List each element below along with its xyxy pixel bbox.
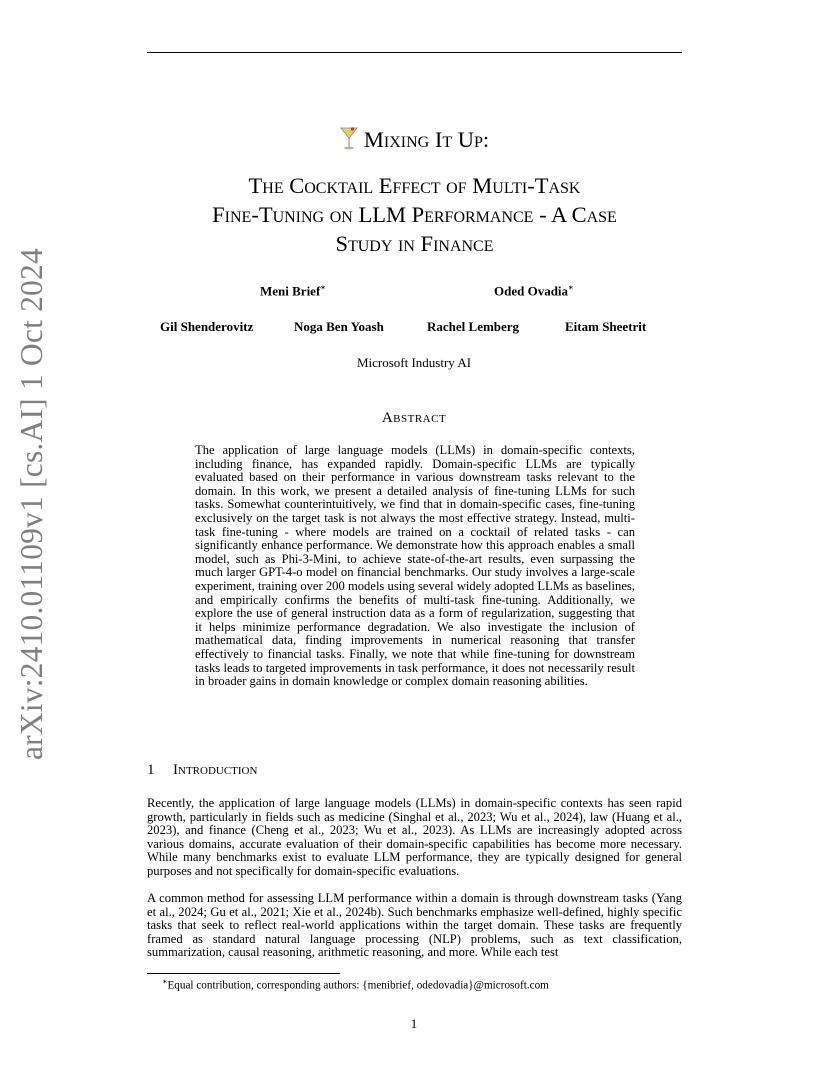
- author-meni-brief: Meni Brief∗: [260, 283, 326, 299]
- abstract-text: The application of large language models (LLMs) in domain-specific contexts, including finance, has expanded rapidly. Domain-specific LLMs are typically evaluated based on their performance in various downstream tasks relevant to the domain. In this work, we present a detailed analysis of fine-tuning LLMs for such tasks. Somewhat counterintuitively, we find that in domain-specific cases, fine-tuning exclusively on the target task is not always the most effective strategy. Instead, multi-task fine-tuning - where models are trained on a cocktail of related tasks - can significantly enhance performance. We demonstrate how this approach enables a small model, such as Phi-3-Mini, to achieve state-of-the-art results, even surpassing the much larger GPT-4-o model on financial benchmarks. Our study involves a large-scale experiment, training over 200 models using several widely adopted LLMs as baselines, and empirically confirms the benefits of multi-task fine-tuning. Additionally, we explore the use of general instruction data as a form of regularization, suggesting that it helps minimize performance degradation. We also investigate the inclusion of mathematical data, finding improvements in numerical reasoning that transfer effectively to financial tasks. Finally, we note that while fine-tuning for downstream tasks leads to targeted improvements in task performance, it does not necessarily result in broader gains in domain knowledge or complex domain reasoning abilities.: [195, 443, 635, 689]
- page-number: 1: [410, 1016, 418, 1031]
- section-title: Introduction: [173, 762, 258, 778]
- cocktail-glass-icon: [340, 125, 358, 151]
- paper-title: [147, 125, 682, 258]
- arxiv-identifier[interactable]: arXiv:2410.01109v1 [cs.AI] 1 Oct 2024: [14, 248, 49, 760]
- footnote-rule: [147, 973, 340, 974]
- author-oded-ovadia: Oded Ovadia∗: [494, 283, 574, 299]
- author-noga-ben-yoash: Noga Ben Yoash: [294, 319, 384, 334]
- footnote: ∗Equal contribution, corresponding authors: {menibrief, odedovadia}@microsoft.com: [162, 977, 549, 992]
- title-line-3: Fine-Tuning on LLM Performance - A Case: [212, 202, 617, 227]
- abstract-heading: Abstract: [381, 410, 447, 426]
- intro-paragraph-2: A common method for assessing LLM performance within a domain is through downstream tasks (Yang et al., 2024; Gu et al., 2021; Xie et al., 2024b). Such benchmarks emphasize well-defined, highly specific tasks that seek to reflect real-world applications within the target domain. These tasks are frequently framed as standard natural language processing (NLP) problems, such as text classification, summarization, causal reasoning, arithmetic reasoning, and more. While each test: [147, 891, 682, 960]
- title-line-4: Study in Finance: [335, 231, 494, 256]
- author-gil-shenderovitz: Gil Shenderovitz: [160, 319, 254, 334]
- title-line-1: [147, 125, 682, 154]
- section-number: 1: [147, 762, 155, 778]
- author-rachel-lemberg: Rachel Lemberg: [427, 319, 520, 334]
- intro-paragraph-1: Recently, the application of large language models (LLMs) in domain-specific contexts has seen rapid growth, particularly in fields such as medicine (Singhal et al., 2023; Wu et al., 2024), law (Huang et al., 2023), and finance (Cheng et al., 2023; Wu et al., 2023). As LLMs are increasingly adopted across various domains, accurate evaluation of their domain-specific capabilities has become more necessary. While many benchmarks exist to evaluate LLM performance, they are typically designed for general purposes and not specifically for domain-specific evaluations.: [147, 796, 682, 878]
- affiliation: Microsoft Industry AI: [356, 355, 472, 370]
- header-rule: [147, 52, 682, 53]
- title-line-2: The Cocktail Effect of Multi-Task: [248, 173, 581, 198]
- title-text-1: Mixing It Up:: [363, 127, 490, 152]
- author-eitam-sheetrit: Eitam Sheetrit: [565, 319, 647, 334]
- section-heading-introduction: [147, 762, 257, 779]
